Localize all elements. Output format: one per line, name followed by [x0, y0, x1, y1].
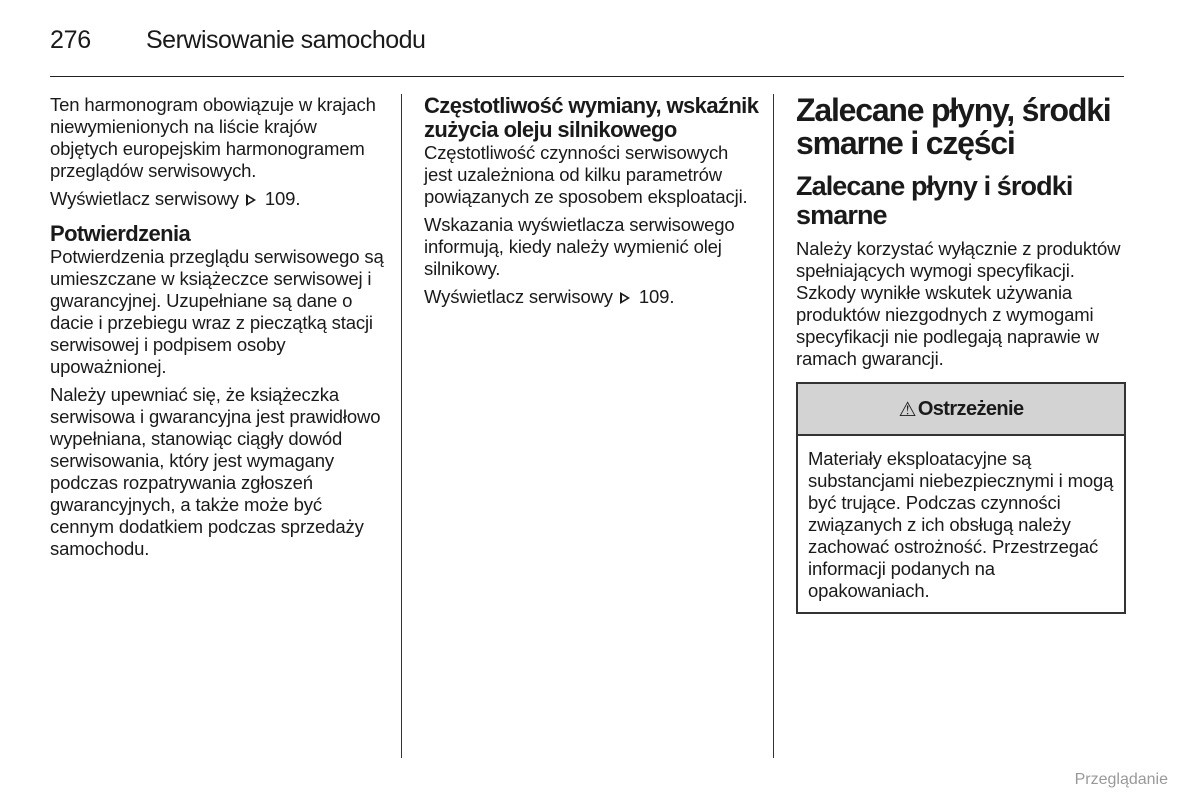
service-frequency-paragraph: Częstotliwość czynności serwisowych jest uzależniona od kilku parametrów powiązanych ze sposobem eksploatacji. — [424, 142, 748, 207]
warning-text: Materiały eksploatacyjne są substancjami niebezpiecznymi i mogą być trujące. Podczas czynności związanych z ich obsługą należy zachować ostrożność. Przestrzegać informacji podanych na opakowaniach. — [808, 448, 1114, 601]
cross-reference-page-link[interactable]: 109. — [264, 188, 301, 209]
service-book-paragraph: Należy upewniać się, że książeczka serwisowa i gwarancyjna jest prawidłowo wypełniana, stanowiąc ciągły dowód serwisowania, który jest wymagany podczas rozpatrywania zgłoszeń gwarancyjnych, a także może być cennym dodatkiem podczas sprzedaży samochodu. — [50, 384, 381, 559]
section-heading-recommended-fluids-parts: Zalecane płyny, środki smarne i części — [796, 92, 1111, 161]
warning-triangle-icon: ⚠ — [898, 398, 916, 421]
specification-paragraph: Należy korzystać wyłącznie z produktów spełniających wymogi specyfikacji. Szkody wynikłe wskutek używania produktów niezgodnych z wymogami specyfikacji nie podlegają naprawie w ramach gwarancji. — [796, 238, 1121, 369]
section-heading-oil-change-interval: Częstotliwość wymiany, wskaźnik zużycia oleju silnikowego — [424, 93, 759, 142]
cross-reference — [50, 188, 385, 210]
warning-header — [798, 384, 1124, 436]
page-reference-arrow-icon — [620, 292, 630, 304]
browsing-label: Przeglądanie — [1074, 771, 1168, 788]
cross-reference — [424, 286, 759, 308]
cross-reference-label: Wyświetlacz serwisowy — [50, 188, 239, 209]
page-reference-arrow-icon — [246, 194, 256, 206]
cross-reference-label: Wyświetlacz serwisowy — [424, 286, 613, 307]
confirmations-paragraph: Potwierdzenia przeglądu serwisowego są umieszczane w książeczce serwisowej i gwarancyjnej. Uzupełniane są dane o dacie i przebiegu wraz z pieczątką stacji serwisowej i podpisem osoby upoważnionej. — [50, 246, 384, 377]
warning-body — [798, 436, 1124, 612]
warning-box — [796, 382, 1126, 614]
page-header — [50, 24, 1124, 77]
page-number: 276 — [50, 26, 91, 54]
service-display-paragraph: Wskazania wyświetlacza serwisowego informują, kiedy należy wymienić olej silnikowy. — [424, 214, 735, 279]
warning-title: Ostrzeżenie — [917, 397, 1024, 420]
column-divider-left — [401, 94, 402, 758]
column-middle — [424, 94, 759, 314]
column-left — [50, 94, 385, 566]
cross-reference-page-link[interactable]: 109. — [638, 286, 675, 307]
page-title: Serwisowanie samochodu — [146, 26, 426, 54]
section-heading-confirmations: Potwierdzenia — [50, 221, 191, 246]
column-right — [796, 94, 1126, 614]
intro-paragraph: Ten harmonogram obowiązuje w krajach niewymienionych na liście krajów objętych europejskim harmonogramem przeglądów serwisowych. — [50, 94, 376, 181]
column-divider-right — [773, 94, 774, 758]
subsection-heading-fluids-lubricants: Zalecane płyny i środki smarne — [796, 171, 1073, 230]
